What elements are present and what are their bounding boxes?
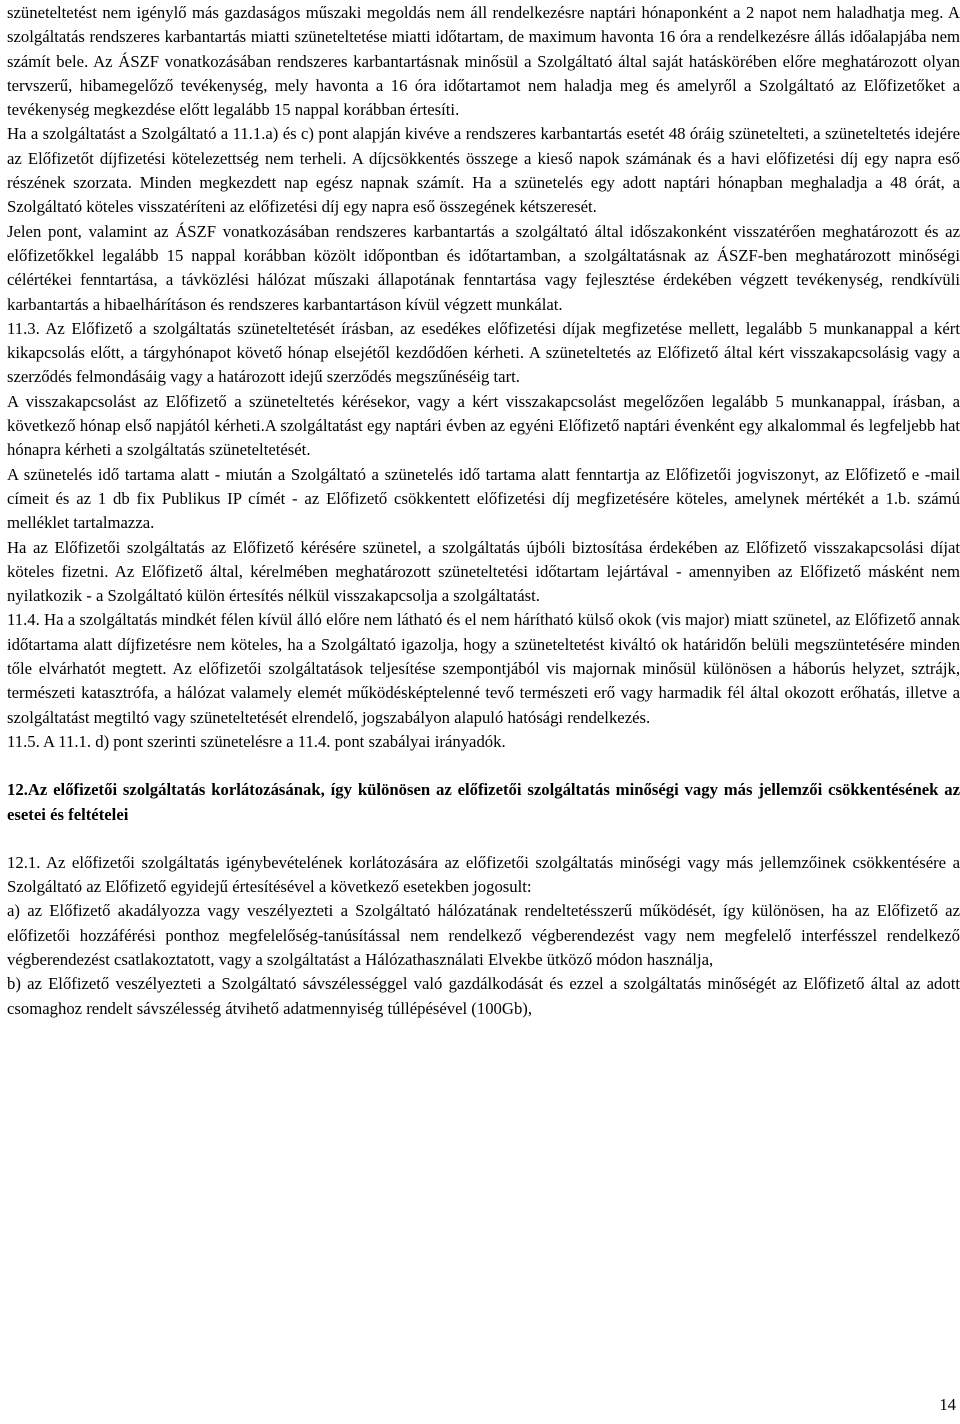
paragraph-11-5: 11.5. A 11.1. d) pont szerinti szünetelésre a 11.4. pont szabályai irányadók.	[7, 731, 506, 751]
paragraph-fee-reduction: Ha a szolgáltatást a Szolgáltató a 11.1.a) és c) pont alapján kivéve a rendszeres karbantartás esetét 48 óráig szünetelteti, a szüneteltetés idejére az Előfizetőt díjfizetési kötelezettség nem terheli. A díjcsökkentés összege a kieső napok számának és a havi előfizetési díj egy napra eső részének szorzata. Minden megkezdett nap egész napnak számít. Ha a szünetelés egy adott naptári hónapban meghaladja a 48 órát, a Szolgáltató köteles visszatéríteni az előfizetési díj egy napra eső összegének kétszeresét.	[7, 124, 960, 217]
page-number: 14	[939, 1395, 956, 1414]
paragraph-maintenance-limit: szüneteltetést nem igénylő más gazdaságos műszaki megoldás nem áll rendelkezésre naptári hónaponként a 2 napot nem haladhatja meg. A szolgáltatás rendszeres karbantartás miatti szüneteltetése miatti időtartam, de maximum havonta 16 óra a rendelkezésre állás időalapjába nem számít bele. Az ÁSZF vonatkozásában rendszeres karbantartásnak minősül a Szolgáltató által saját hatáskörében előre meghatározott olyan tervszerű, hibamegelőző tevékenység, mely havonta a 16 óra időtartamot nem haladja meg és amelyről a Szolgáltató az Előfizetőket a tevékenység megkezdése előtt legalább 15 nappal korábban értesíti.	[7, 3, 960, 120]
section-spacer	[7, 827, 960, 851]
paragraph-12-1: 12.1. Az előfizetői szolgáltatás igénybevételének korlátozására az előfizetői szolgáltatás minőségi vagy más jellemzőinek csökkentésére a Szolgáltató az Előfizető egyidejű értesítésével a következő esetekben jogosult:	[7, 852, 960, 897]
paragraph-reconnection: A visszakapcsolást az Előfizető a szüneteltetés kérésekor, vagy a kért visszakapcsolást megelőzően legalább 5 munkanappal, írásban, a következő hónap első napjától kérheti.A szolgáltatást egy naptári évben az egyéni Előfizető naptári évenként egy alkalommal és legfeljebb hat hónapra kérheti a szolgáltatás szüneteltetését.	[7, 391, 960, 460]
paragraph-11-3-suspension-request: 11.3. Az Előfizető a szolgáltatás szüneteltetését írásban, az esedékes előfizetési díjak megfizetése mellett, legalább 5 munkanappal a kért kikapcsolás előtt, a tárgyhónapot követő hónap elsejétől kezdődően kérheti. A szüneteltetés az Előfizető által kért visszakapcsolásig vagy a szerződés felmondásáig vagy a határozott idejű szerződés megszűnéséig tart.	[7, 318, 960, 387]
section-spacer	[7, 754, 960, 778]
paragraph-reduced-fee: A szünetelés idő tartama alatt - miután a Szolgáltató a szünetelés idő tartama alatt fenntartja az Előfizetői jogviszonyt, az Előfizető e -mail címeit és az 1 db fix Publikus IP címét - az Előfizető csökkentett előfizetési díj megfizetésére köteles, amelynek mértékét a 1.b. számú melléklet tartalmazza.	[7, 464, 960, 533]
paragraph-12-1-a: a) az Előfizető akadályozza vagy veszélyezteti a Szolgáltató hálózatának rendeltetésszerű működését, így különösen, ha az Előfizető az előfizetői hozzáférési ponthoz megfelelőség-tanúsítással nem rendelkező végberendezést vagy nem megfelelő interfésszel rendelkező végberendezést csatlakoztatott, vagy a szolgáltatást a Hálózathasználati Elvekbe ütköző módon használja,	[7, 901, 960, 969]
section-12-heading: 12.Az előfizetői szolgáltatás korlátozásának, így különösen az előfizetői szolgáltatás minőségi vagy más jellemzői csökkentésének az esetei és feltételei	[7, 780, 960, 824]
paragraph-12-1-b: b) az Előfizető veszélyezteti a Szolgáltató sávszélességgel való gazdálkodását és ezzel a szolgáltatás minőségét az Előfizető által az adott csomaghoz rendelt sávszélesség átvihető adatmennyiség túllépésével (100Gb),	[7, 974, 960, 1018]
paragraph-11-4-force-majeure: 11.4. Ha a szolgáltatás mindkét félen kívül álló előre nem látható és el nem hárítható külső okok (vis major) miatt szünetel, az Előfizető annak időtartama alatt díjfizetésre nem köteles, ha a Szolgáltató igazolja, hogy a szüneteltetést kiváltó ok határidőn belüli megszüntetésére minden tőle elvárhatót megtett. Az előfizetői szolgáltatások teljesítése szempontjából vis majornak minősül különösen a háborús helyzet, sztrájk, természeti katasztrófa, a hálózat valamely elemét működésképtelenné tevő természeti erő vagy harmadik fél által okozott erőhatás, illetve a szolgáltatást megtiltó vagy szüneteltetését elrendelő, jogszabályon alapuló hatósági rendelkezés.	[7, 610, 960, 727]
paragraph-reconnection-fee: Ha az Előfizetői szolgáltatás az Előfizető kérésére szünetel, a szolgáltatás újbóli biztosítása érdekében az Előfizető visszakapcsolási díjat köteles fizetni. Az Előfizető által, kérelmében meghatározott szüneteltetési időtartam lejártával - amennyiben az Előfizető másként nem nyilatkozik - a Szolgáltató külön értesítés nélkül visszakapcsolja a szolgáltatást.	[7, 537, 960, 606]
paragraph-regular-maintenance-definition: Jelen pont, valamint az ÁSZF vonatkozásában rendszeres karbantartás a szolgáltató által időszakonként visszatérően meghatározott és az előfizetőkkel legalább 15 nappal korábban közölt időpontban és időtartamban, a szolgáltatásnak az ÁSZF-ben meghatározott minőségi célértékei fenntartása, a távközlési hálózat műszaki állapotának fenntartása vagy fejlesztése érdekében végzett tevékenység, rendkívüli karbantartás a hibaelhárításon és rendszeres karbantartáson kívül végzett munkálat.	[7, 221, 960, 314]
document-page	[7, 1, 960, 1021]
